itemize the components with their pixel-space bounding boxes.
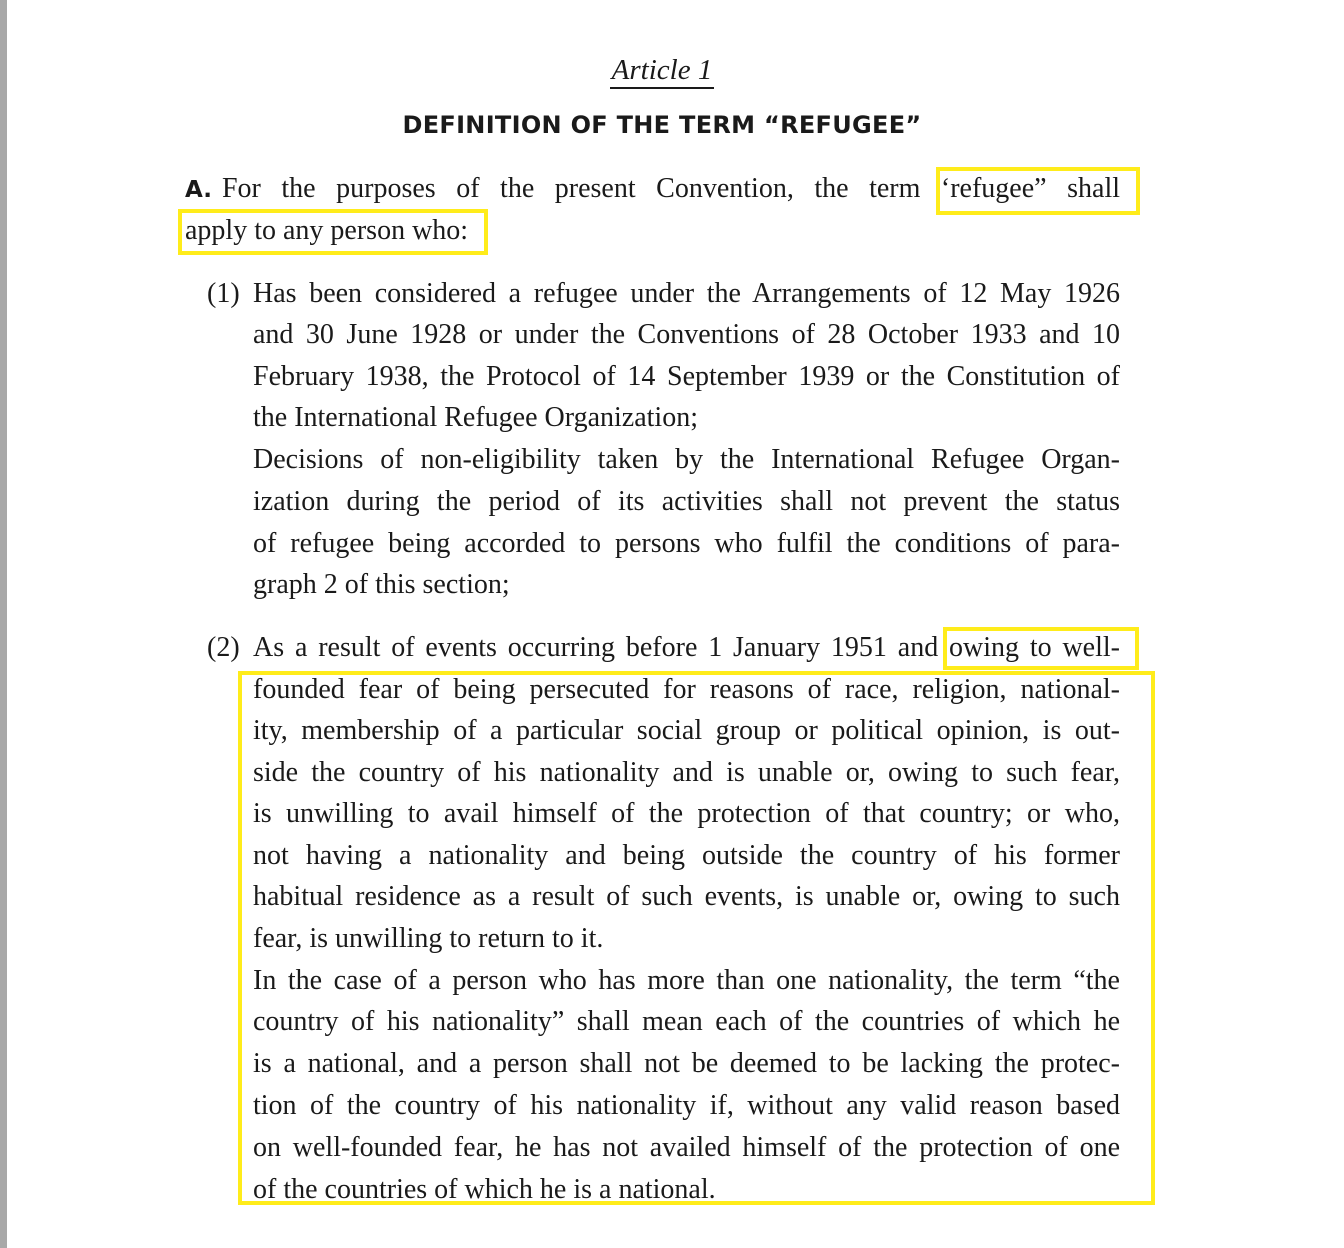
section-a-label: A. [185,177,212,203]
item-2-line: country of his nationality” shall mean each of the countries of which he [253,1006,1120,1037]
item-1-line: ization during the period of its activities shall not prevent the status [253,486,1120,517]
item-2-line: ity, membership of a particular social group or political opinion, is out- [253,715,1120,746]
section-a-line-2: apply to any person who: [185,215,469,246]
item-2-line: In the case of a person who has more than one nationality, the term “the [253,965,1120,996]
item-1-line: and 30 June 1928 or under the Conventions of 28 October 1933 and 10 [253,319,1120,350]
item-2-line: fear, is unwilling to return to it. [253,923,604,954]
page-left-edge [0,0,7,1248]
item-1-line: the International Refugee Organization; [253,402,698,433]
section-a-text-1: For the purposes of the present Convention, the term ‘refugee” shall [221,173,1120,204]
item-2-line: is unwilling to avail himself of the protection of that country; or who, [253,798,1120,829]
item-1-number: (1) [207,278,240,309]
item-1-line: February 1938, the Protocol of 14 September 1939 or the Constitution of [253,361,1120,392]
item-2-line: founded fear of being persecuted for reasons of race, religion, national- [253,674,1120,705]
item-1-line: Decisions of non-eligibility taken by the International Refugee Organ- [253,444,1120,475]
item-2-line: of the countries of which he is a national. [253,1174,716,1205]
item-1-line: Has been considered a refugee under the Arrangements of 12 May 1926 [253,278,1120,309]
item-1-line: graph 2 of this section; [253,569,510,600]
item-1-line: of refugee being accorded to persons who fulfil the conditions of para- [253,528,1120,559]
item-2-number: (2) [207,632,240,663]
article-title-text: Article 1 [610,54,715,89]
item-2-line: is a national, and a person shall not be deemed to be lacking the protec- [253,1048,1120,1079]
item-2-line: side the country of his nationality and is unable or, owing to such fear, [253,757,1120,788]
item-2-line: on well-founded fear, he has not availed himself of the protection of one [253,1132,1120,1163]
item-2-line: As a result of events occurring before 1 January 1951 and owing to well- [253,632,1120,663]
item-2-line: not having a nationality and being outside the country of his former [253,840,1120,871]
item-2-line: habitual residence as a result of such events, is unable or, owing to such [253,881,1120,912]
section-heading: DEFINITION OF THE TERM “REFUGEE” [402,111,922,139]
section-a-line-1 [185,172,1120,207]
article-title [7,52,1317,88]
document-page [7,0,1344,1248]
item-2-line: tion of the country of his nationality if, without any valid reason based [253,1090,1120,1121]
